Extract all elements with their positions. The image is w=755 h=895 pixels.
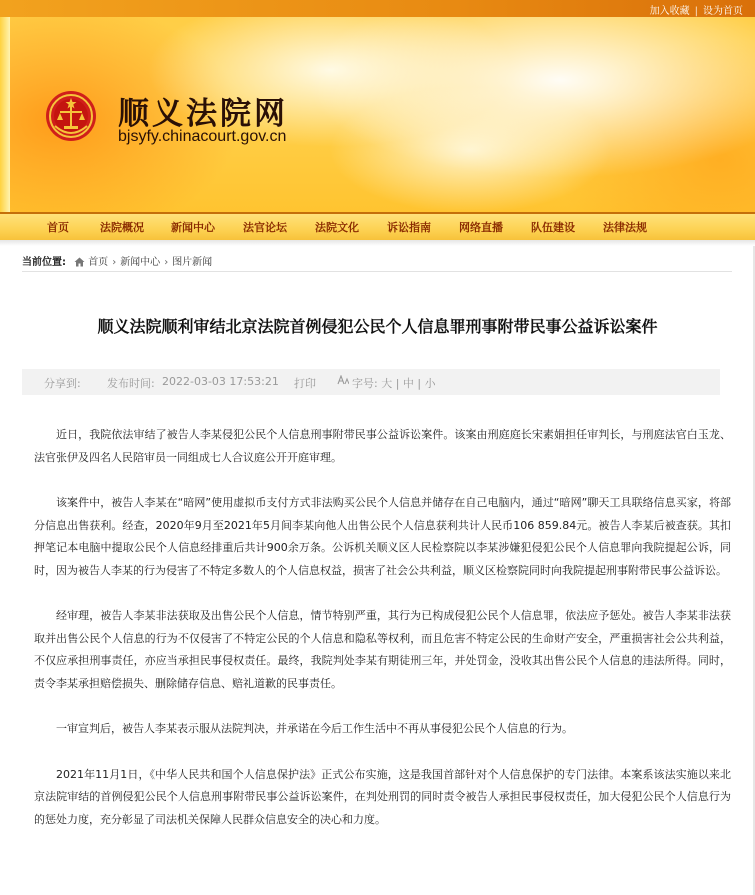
breadcrumb-home[interactable]: 首页 bbox=[88, 257, 109, 268]
article-paragraph: 经审理，被告人李某非法获取及出售公民个人信息，情节特别严重，其行为已构成侵犯公民个人信息罪，依法应予惩处。被告人李某非法获取并出售公民个人信息的行为不仅侵害了不特定公民的个人信息和隐私等权利，而且危害不特定公民的生命财产安全，严重损害社会公共利益，不仅应承担刑事责任，亦应当承担民事侵权责任。最终，我院判处李某有期徒刑三年，并处罚金，没收其出售公民个人信息的违法所得。同时，责令李某承担赔偿损失、删除储存信息、赔礼道歉的民事责任。 bbox=[34, 609, 731, 690]
add-favorite-link[interactable]: 加入收藏 bbox=[649, 6, 690, 17]
main-nav bbox=[0, 212, 755, 240]
font-size-control: 字号: 大 | 中 | 小 bbox=[352, 377, 436, 390]
article-paragraph: 该案件中，被告人李某在“暗网”使用虚拟币支付方式非法购买公民个人信息并储存在自己电脑内，通过“暗网”聊天工具联络信息买家，将部分信息出售获利。经查，2020年9月至2021年5月间李某向他人出售公民个人信息获利共计人民币106 859.84元。被告人李某后被查获。其扣押笔记本电脑中提取公民个人信息经排重后共计900余万条。公诉机关顺义区人民检察院以李某涉嫌犯侵犯公民个人信息罪向我院提起公诉，同时，因为被告人李某的行为侵害了不特定多数人的个人信息权益，损害了社会公共利益，顺义区检察院同时向我院提起刑事附带民事公益诉讼。 bbox=[34, 496, 731, 577]
nav-item-news-center[interactable]: 新闻中心 bbox=[171, 221, 215, 234]
article-meta-bar bbox=[22, 369, 720, 395]
top-strip bbox=[0, 0, 755, 17]
top-links bbox=[650, 2, 743, 17]
share-label[interactable]: 分享到: bbox=[44, 377, 81, 390]
nav-item-home[interactable]: 首页 bbox=[47, 221, 69, 234]
site-domain: bjsyfy.chinacourt.gov.cn bbox=[118, 128, 287, 145]
publish-time: 2022-03-03 17:53:21 bbox=[162, 375, 279, 388]
article-body bbox=[34, 424, 731, 854]
nav-item-team-building[interactable]: 队伍建设 bbox=[531, 221, 575, 234]
header-banner bbox=[0, 0, 755, 212]
article-title: 顺义法院顺利审结北京法院首例侵犯公民个人信息罪刑事附带民事公益诉讼案件 bbox=[97, 317, 658, 336]
breadcrumb-photo-news[interactable]: 图片新闻 bbox=[172, 257, 213, 268]
breadcrumb-news-center[interactable]: 新闻中心 bbox=[120, 257, 161, 268]
site-name: 顺义法院网 bbox=[118, 96, 288, 132]
print-button[interactable]: 打印 bbox=[294, 377, 316, 390]
top-links-separator: | bbox=[694, 6, 698, 17]
nav-item-court-culture[interactable]: 法院文化 bbox=[315, 221, 359, 234]
font-size-label: 字号: bbox=[352, 377, 378, 390]
nav-item-court-overview[interactable]: 法院概况 bbox=[100, 221, 144, 234]
nav-item-judge-forum[interactable]: 法官论坛 bbox=[243, 221, 287, 234]
nav-item-live-broadcast[interactable]: 网络直播 bbox=[459, 221, 503, 234]
font-size-small[interactable]: 小 bbox=[424, 377, 436, 390]
breadcrumb-separator: › bbox=[112, 257, 117, 268]
nav-shadow bbox=[0, 240, 755, 246]
court-emblem-icon bbox=[45, 90, 97, 142]
set-homepage-link[interactable]: 设为首页 bbox=[703, 6, 743, 17]
breadcrumb-label: 当前位置: bbox=[22, 257, 66, 268]
font-size-icon bbox=[337, 375, 349, 388]
nav-item-laws[interactable]: 法律法规 bbox=[603, 221, 647, 234]
article-paragraph: 一审宣判后，被告人李某表示服从法院判决，并承诺在今后工作生活中不再从事侵犯公民个人信息的行为。 bbox=[56, 722, 573, 735]
font-size-glyph bbox=[337, 375, 349, 385]
banner-left-edge bbox=[0, 17, 10, 212]
publish-label: 发布时间: bbox=[107, 377, 155, 390]
nav-item-litigation-guide[interactable]: 诉讼指南 bbox=[387, 221, 431, 234]
article-paragraph: 近日，我院依法审结了被告人李某侵犯公民个人信息刑事附带民事公益诉讼案件。该案由刑庭庭长宋素娟担任审判长，与刑庭法官白玉龙、法官张伊及四名人民陪审员一同组成七人合议庭公开开庭审理。 bbox=[34, 428, 731, 464]
breadcrumb-divider bbox=[22, 271, 732, 272]
font-size-medium[interactable]: 中 bbox=[402, 377, 414, 390]
breadcrumb-separator: › bbox=[164, 257, 169, 268]
article-paragraph: 2021年11月1日，《中华人民共和国个人信息保护法》正式公布实施，这是我国首部针对个人信息保护的专门法律。本案系该法实施以来北京法院审结的首例侵犯公民个人信息刑事附带民事公益诉讼案件，在判处刑罚的同时责令被告人承担民事侵权责任，加大侵犯公民个人信息行为的惩处力度，充分彰显了司法机关保障人民群众信息安全的决心和力度。 bbox=[34, 767, 731, 826]
font-size-large[interactable]: 大 bbox=[381, 377, 393, 390]
home-icon bbox=[74, 257, 85, 267]
breadcrumb bbox=[22, 253, 212, 268]
